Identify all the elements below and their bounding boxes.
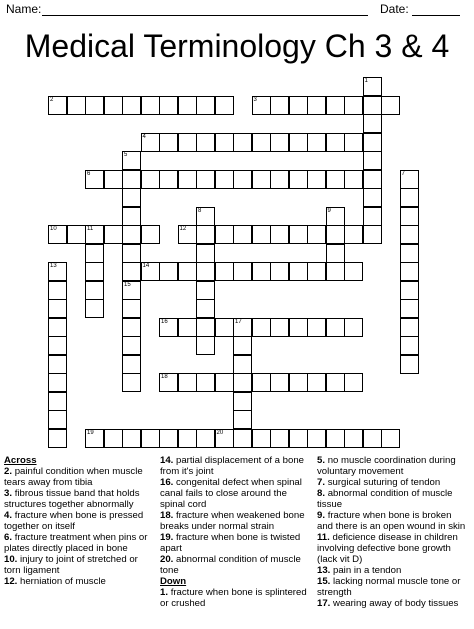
grid-cell[interactable] [215,225,234,244]
grid-cell[interactable] [233,373,252,392]
grid-cell[interactable] [400,318,419,337]
grid-cell[interactable] [196,133,215,152]
cell-number: 6 [87,170,91,177]
clue-across-4: 4. fracture when bone is pressed together on itself [4,510,144,532]
grid-cell[interactable] [233,318,252,337]
grid-cell[interactable] [48,355,67,374]
grid-cell[interactable] [326,262,345,281]
grid-cell[interactable] [48,429,67,448]
grid-cell[interactable] [196,318,215,337]
grid-cell[interactable] [363,133,382,152]
grid-cell[interactable] [122,244,141,263]
grid-cell[interactable] [196,207,215,226]
date-label: Date: [380,2,409,16]
clues-column-3 [317,455,470,609]
grid-cell[interactable] [289,262,308,281]
cell-number: 15 [124,281,131,288]
grid-cell[interactable] [400,281,419,300]
grid-cell[interactable] [215,170,234,189]
grid-cell[interactable] [48,96,67,115]
grid-cell[interactable] [344,96,363,115]
grid-cell[interactable] [122,262,141,281]
grid-cell[interactable] [196,225,215,244]
grid-cell[interactable] [289,225,308,244]
grid-cell[interactable] [252,133,271,152]
grid-cell[interactable] [159,318,178,337]
clues-column-2 [160,455,312,609]
grid-cell[interactable] [159,373,178,392]
grid-cell[interactable] [122,336,141,355]
grid-cell[interactable] [159,96,178,115]
grid-cell[interactable] [104,170,123,189]
grid-cell[interactable] [326,225,345,244]
grid-cell[interactable] [196,244,215,263]
cell-number: 14 [142,263,150,269]
grid-cell[interactable] [178,429,197,448]
grid-cell[interactable] [104,96,123,115]
grid-cell[interactable] [122,151,141,170]
grid-cell[interactable] [344,318,363,337]
cell-number: 11 [87,226,94,232]
grid-cell[interactable] [363,77,382,96]
clue-across-20: 20. abnormal condition of muscle tone [160,554,301,576]
grid-cell[interactable] [289,318,308,337]
grid-cell[interactable] [400,262,419,281]
cell-number: 20 [216,429,224,436]
grid-cell[interactable] [159,429,178,448]
grid-cell[interactable] [122,355,141,374]
grid-cell[interactable] [48,281,67,300]
grid-cell[interactable] [252,429,271,448]
grid-cell[interactable] [326,318,345,337]
grid-cell[interactable] [233,429,252,448]
grid-cell[interactable] [215,318,234,337]
clue-down-9: 9. fracture when bone is broken and there is an open wound in skin [317,510,466,532]
grid-cell[interactable] [67,96,86,115]
grid-cell[interactable] [48,262,67,281]
clue-down-11: 11. deficience disease in children involving defective bone growth (lack vit D) [317,532,458,565]
grid-cell[interactable] [400,188,419,207]
grid-cell[interactable] [233,336,252,355]
grid-cell[interactable] [196,336,215,355]
grid-cell[interactable] [215,96,234,115]
grid-cell[interactable] [344,133,363,152]
grid-cell[interactable] [85,225,104,244]
grid-cell[interactable] [178,133,197,152]
cell-number: 9 [327,207,331,214]
grid-cell[interactable] [307,133,326,152]
clue-across-16: 16. congenital defect when spinal canal fails to close around the spinal cord [160,477,302,510]
grid-cell[interactable] [196,170,215,189]
grid-cell[interactable] [48,373,67,392]
clue-down-15: 15. lacking normal muscle tone or strength [317,576,461,598]
grid-cell[interactable] [400,299,419,318]
grid-cell[interactable] [270,96,289,115]
grid-cell[interactable] [307,318,326,337]
grid-cell[interactable] [122,207,141,226]
grid-cell[interactable] [363,207,382,226]
grid-cell[interactable] [122,188,141,207]
cell-number: 1 [364,78,368,84]
grid-cell[interactable] [307,170,326,189]
grid-cell[interactable] [270,373,289,392]
grid-cell[interactable] [178,225,197,244]
clue-across-19: 19. fracture when bone is twisted apart [160,532,301,554]
grid-cell[interactable] [122,96,141,115]
grid-cell[interactable] [344,262,363,281]
cell-number: 3 [253,96,257,103]
clue-across-18: 18. fracture when weakened bone breaks under normal strain [160,510,305,532]
cell-number: 8 [198,207,202,214]
grid-cell[interactable] [122,170,141,189]
grid-cell[interactable] [326,373,345,392]
clue-across-10: 10. injury to joint of stretched or torn ligament [4,554,138,576]
grid-cell[interactable] [196,281,215,300]
grid-cell[interactable] [363,114,382,133]
cell-number: 7 [401,170,405,177]
cell-number: 19 [87,429,94,436]
grid-cell[interactable] [215,133,234,152]
grid-cell[interactable] [215,262,234,281]
grid-cell[interactable] [85,96,104,115]
clue-across-2: 2. painful condition when muscle tears away from tibia [4,466,143,488]
grid-cell[interactable] [196,262,215,281]
grid-cell[interactable] [326,429,345,448]
grid-cell[interactable] [85,299,104,318]
grid-cell[interactable] [252,318,271,337]
grid-cell[interactable] [85,281,104,300]
clue-down-1: 1. fracture when bone is splintered or crushed [160,587,307,609]
grid-cell[interactable] [122,318,141,337]
grid-cell[interactable] [178,373,197,392]
grid-cell[interactable] [400,244,419,263]
grid-cell[interactable] [344,429,363,448]
grid-cell[interactable] [307,225,326,244]
grid-cell[interactable] [233,355,252,374]
cell-number: 2 [50,96,54,103]
grid-cell[interactable] [289,373,308,392]
grid-cell[interactable] [270,262,289,281]
grid-cell[interactable] [67,225,86,244]
grid-cell[interactable] [252,170,271,189]
clue-across-12: 12. herniation of muscle [4,576,106,587]
grid-cell[interactable] [233,170,252,189]
grid-cell[interactable] [141,225,160,244]
cell-number: 4 [142,133,146,140]
grid-cell[interactable] [233,262,252,281]
grid-cell[interactable] [104,225,123,244]
grid-cell[interactable] [196,429,215,448]
grid-cell[interactable] [48,225,67,244]
clue-down-5: 5. no muscle coordination during voluntary movement [317,455,456,477]
grid-cell[interactable] [141,262,160,281]
grid-cell[interactable] [326,207,345,226]
across-heading: Across [4,455,37,466]
grid-cell[interactable] [48,318,67,337]
page-title: Medical Terminology Ch 3 & 4 [24,28,450,64]
cell-number: 18 [161,374,168,380]
grid-cell[interactable] [233,392,252,411]
grid-cell[interactable] [270,429,289,448]
clue-down-13: 13. pain in a tendon [317,565,402,576]
grid-cell[interactable] [252,373,271,392]
down-heading: Down [160,576,187,587]
clue-down-8: 8. abnormal condition of muscle tissue [317,488,453,510]
grid-cell[interactable] [48,392,67,411]
cell-number: 10 [50,226,57,232]
grid-cell[interactable] [400,336,419,355]
grid-cell[interactable] [363,96,382,115]
grid-cell[interactable] [363,170,382,189]
name-label: Name: [6,2,42,16]
grid-cell[interactable] [141,429,160,448]
grid-cell[interactable] [178,170,197,189]
grid-cell[interactable] [122,225,141,244]
grid-cell[interactable] [85,429,104,448]
grid-cell[interactable] [48,299,67,318]
grid-cell[interactable] [381,429,400,448]
grid-cell[interactable] [215,429,234,448]
grid-cell[interactable] [48,336,67,355]
grid-cell[interactable] [141,170,160,189]
grid-cell[interactable] [178,262,197,281]
grid-cell[interactable] [215,373,234,392]
grid-cell[interactable] [252,225,271,244]
grid-cell[interactable] [233,410,252,429]
grid-cell[interactable] [270,170,289,189]
grid-cell[interactable] [363,188,382,207]
clue-across-6: 6. fracture treatment when pins or plates directly placed in bone [4,532,148,554]
grid-cell[interactable] [252,96,271,115]
grid-cell[interactable] [307,262,326,281]
grid-cell[interactable] [196,299,215,318]
grid-cell[interactable] [400,170,419,189]
grid-cell[interactable] [122,429,141,448]
grid-cell[interactable] [196,373,215,392]
grid-cell[interactable] [344,225,363,244]
grid-cell[interactable] [178,318,197,337]
grid-cell[interactable] [363,429,382,448]
clue-across-14: 14. partial displacement of a bone from it's joint [160,455,305,477]
grid-cell[interactable] [233,133,252,152]
grid-cell[interactable] [400,355,419,374]
grid-cell[interactable] [289,96,308,115]
grid-cell[interactable] [252,262,271,281]
grid-cell[interactable] [289,429,308,448]
clue-down-17: 17. wearing away of body tissues [317,598,459,609]
grid-cell[interactable] [122,373,141,392]
grid-cell[interactable] [363,151,382,170]
grid-cell[interactable] [270,318,289,337]
grid-cell[interactable] [289,170,308,189]
grid-cell[interactable] [270,225,289,244]
grid-cell[interactable] [326,96,345,115]
grid-cell[interactable] [122,281,141,300]
grid-cell[interactable] [85,244,104,263]
cell-number: 5 [124,152,128,158]
clues-column-1 [4,455,154,587]
cell-number: 13 [50,263,57,269]
clue-down-7: 7. surgical suturing of tendon [317,477,441,488]
grid-cell[interactable] [141,96,160,115]
grid-cell[interactable] [400,207,419,226]
grid-cell[interactable] [326,244,345,263]
grid-cell[interactable] [122,299,141,318]
cell-number: 16 [161,318,168,325]
grid-cell[interactable] [344,373,363,392]
grid-cell[interactable] [326,133,345,152]
grid-cell[interactable] [85,170,104,189]
grid-cell[interactable] [48,410,67,429]
clue-across-3: 3. fibrous tissue band that holds structures together abnormally [4,488,140,510]
grid-cell[interactable] [400,225,419,244]
grid-cell[interactable] [307,373,326,392]
grid-cell[interactable] [159,170,178,189]
grid-cell[interactable] [363,225,382,244]
grid-cell[interactable] [344,170,363,189]
grid-cell[interactable] [233,225,252,244]
grid-cell[interactable] [326,170,345,189]
grid-cell[interactable] [307,429,326,448]
grid-cell[interactable] [159,133,178,152]
grid-cell[interactable] [141,133,160,152]
grid-cell[interactable] [85,262,104,281]
grid-cell[interactable] [196,96,215,115]
grid-cell[interactable] [307,96,326,115]
grid-cell[interactable] [289,133,308,152]
cell-number: 17 [235,318,242,325]
grid-cell[interactable] [104,429,123,448]
grid-cell[interactable] [159,262,178,281]
grid-cell[interactable] [178,96,197,115]
grid-cell[interactable] [381,96,400,115]
cell-number: 12 [179,226,187,232]
grid-cell[interactable] [270,133,289,152]
